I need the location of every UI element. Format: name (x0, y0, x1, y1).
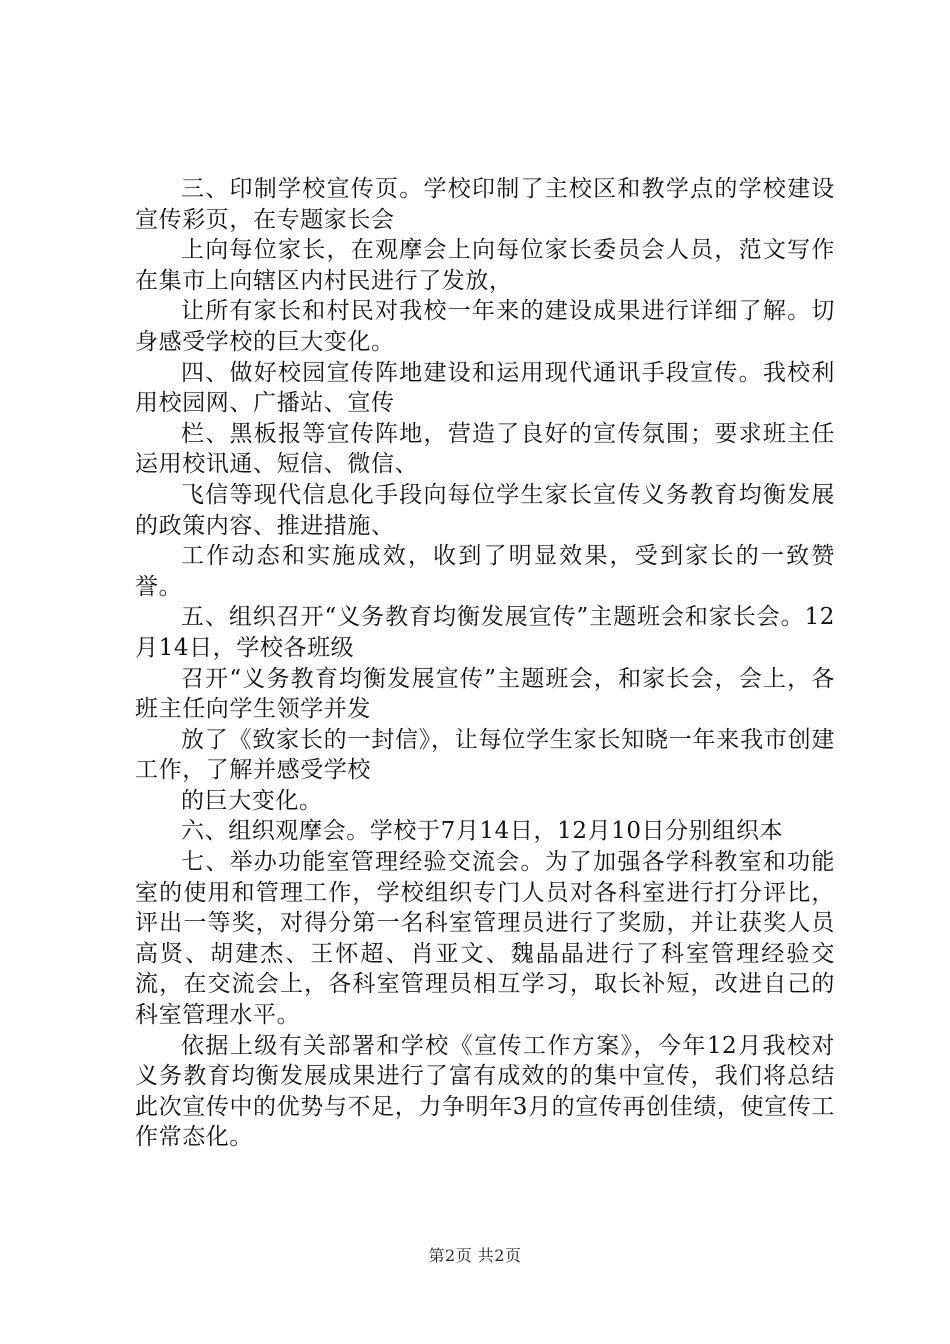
paragraph-2: 上向每位家长，在观摩会上向每位家长委员会人员，范文写作在集市上向辖区内村民进行了发放， (135, 237, 835, 294)
paragraph-1: 三、印制学校宣传页。学校印制了主校区和教学点的学校建设宣传彩页，在专题家长会 (135, 176, 835, 233)
paragraph-14: 依据上级有关部署和学校《宣传工作方案》，今年12月我校对义务教育均衡发展成果进行了富有成效的的集中宣传，我们将总结此次宣传中的优势与不足，力争明年3月的宣传再创佳绩，使宣传工作常态化。 (135, 1032, 835, 1151)
paragraph-3: 让所有家长和村民对我校一年来的建设成果进行详细了解。切身感受学校的巨大变化。 (135, 298, 835, 355)
paragraph-13: 七、举办功能室管理经验交流会。为了加强各学科教室和功能室的使用和管理工作，学校组织专门人员对各科室进行打分评比，评出一等奖，对得分第一名科室管理员进行了奖励，并让获奖人员高贤、胡建杰、王怀超、肖亚文、魏晶晶进行了科室管理经验交流，在交流会上，各科室管理员相互学习，取长补短，改进自己的科室管理水平。 (135, 849, 835, 1029)
paragraph-9: 召开“义务教育均衡发展宣传”主题班会，和家长会，会上，各班主任向学生领学并发 (135, 665, 835, 723)
paragraph-4: 四、做好校园宣传阵地建设和运用现代通讯手段宣传。我校利用校园网、广播站、宣传 (135, 359, 835, 417)
paragraph-7: 工作动态和实施成效，收到了明显效果，受到家长的一致赞誉。 (135, 543, 835, 600)
paragraph-5: 栏、黑板报等宣传阵地，营造了良好的宣传氛围；要求班主任运用校讯通、短信、微信、 (135, 420, 835, 478)
document-body (135, 174, 835, 1153)
paragraph-11: 的巨大变化。 (181, 787, 323, 814)
paragraph-8: 五、组织召开“义务教育均衡发展宣传”主题班会和家长会。12月14日，学校各班级 (135, 604, 835, 661)
paragraph-12: 六、组织观摩会。学校于7月14日，12月10日分别组织本 (181, 818, 784, 845)
page-number-footer: 第2页 共2页 (428, 1246, 522, 1265)
paragraph-6: 飞信等现代信息化手段向每位学生家长宣传义务教育均衡发展的政策内容、推进措施、 (135, 481, 835, 539)
paragraph-10: 放了《致家长的一封信》，让每位学生家长知晓一年来我市创建工作，了解并感受学校 (135, 726, 835, 784)
